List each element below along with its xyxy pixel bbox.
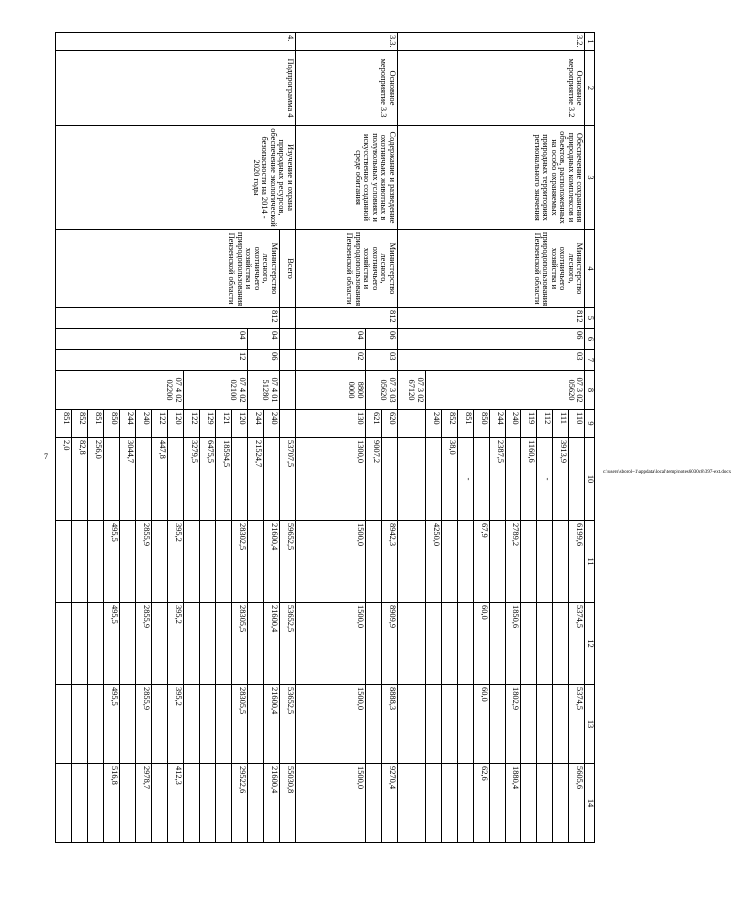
value-col11: 395,2 <box>167 521 183 603</box>
code-expense-type: 244 <box>119 410 135 438</box>
value-col11 <box>88 521 104 603</box>
value-col11 <box>72 521 88 603</box>
value-col12 <box>247 603 263 685</box>
code-section: 06 <box>397 329 585 350</box>
value-col13: 21600,4 <box>263 685 279 764</box>
value-col13 <box>151 685 167 764</box>
value-col10: 2,0 <box>56 438 72 521</box>
header-cell: 13 <box>585 685 595 764</box>
value-col10 <box>569 438 585 521</box>
value-col12 <box>199 603 215 685</box>
value-col14: 9270,4 <box>381 764 397 843</box>
value-col12: 495,5 <box>104 603 120 685</box>
value-col10: 256,0 <box>88 438 104 521</box>
code-expense-type: 240 <box>263 410 279 438</box>
empty-cell <box>397 410 425 438</box>
value-col12: 395,2 <box>167 603 183 685</box>
header-cell: 2 <box>585 51 595 126</box>
value-col14 <box>521 764 537 843</box>
value-col10: - <box>537 438 553 521</box>
empty-cell <box>279 350 295 371</box>
code-expense-type: 620 <box>381 410 397 438</box>
value-col10: 9007,2 <box>365 438 381 521</box>
value-col14: 21600,4 <box>263 764 279 843</box>
value-col14: 55030,8 <box>279 764 295 843</box>
code-expense-type: 244 <box>489 410 505 438</box>
header-cell: 3 <box>585 126 595 230</box>
code-expense-type: 119 <box>521 410 537 438</box>
value-col13 <box>72 685 88 764</box>
value-col11 <box>215 521 231 603</box>
code-expense-type: 621 <box>365 410 381 438</box>
header-cell: 8 <box>585 371 595 410</box>
empty-cell <box>397 603 425 685</box>
activity-description: Обеспечение сохранения природных комплексов и объектов, расположенных на особо охраняемых природных территориях регионального значения <box>397 126 585 230</box>
code-target: 07 3 02 05620 <box>425 371 585 410</box>
header-cell: 5 <box>585 308 595 329</box>
value-col10 <box>167 438 183 521</box>
code-target: 07 3 03 05620 <box>365 371 397 410</box>
value-col10: 3044,7 <box>119 438 135 521</box>
value-col10: 2387,5 <box>489 438 505 521</box>
value-col14 <box>425 764 441 843</box>
value-col14 <box>457 764 473 843</box>
value-col12 <box>553 603 569 685</box>
value-col13 <box>457 685 473 764</box>
header-cell: 1 <box>585 33 595 51</box>
footer-file-path: c:\users\sborol~1\appdata\local\temp\notes6030c8\397-ext.docx <box>603 470 731 475</box>
value-col11: 4250,0 <box>425 521 441 603</box>
value-col14: 29522,6 <box>231 764 247 843</box>
value-col12: 21600,4 <box>263 603 279 685</box>
value-col13 <box>489 685 505 764</box>
value-col10: 3279,5 <box>183 438 199 521</box>
code-subsection: 03 <box>365 350 397 371</box>
header-cell: 6 <box>585 329 595 350</box>
value-col13: 53652,5 <box>279 685 295 764</box>
activity-name: Основное мероприятие 3.3 <box>295 51 397 126</box>
code-section: 04 <box>295 329 365 350</box>
value-col14: 5605,6 <box>569 764 585 843</box>
header-cell: 7 <box>585 350 595 371</box>
value-col11 <box>457 521 473 603</box>
value-col11 <box>489 521 505 603</box>
value-col11 <box>247 521 263 603</box>
code-expense-type: 130 <box>295 410 365 438</box>
value-col11: 59652,5 <box>279 521 295 603</box>
value-col12 <box>537 603 553 685</box>
code-section: 06 <box>365 329 397 350</box>
code-target: 07 4 01 51280 <box>247 371 279 410</box>
value-col10: 1160,6 <box>521 438 537 521</box>
value-col14 <box>56 764 72 843</box>
value-col12: 5374,5 <box>569 603 585 685</box>
code-expense-type: 852 <box>72 410 88 438</box>
value-col12: 60,0 <box>473 603 489 685</box>
empty-cell <box>397 521 425 603</box>
value-col13 <box>247 685 263 764</box>
value-col10 <box>381 438 397 521</box>
value-col13 <box>425 685 441 764</box>
code-expense-type: 240 <box>505 410 521 438</box>
row-number: 3.2. <box>397 33 585 51</box>
value-col10 <box>135 438 151 521</box>
value-col11: 2789,2 <box>505 521 521 603</box>
code-target: 8800 0000 <box>295 371 365 410</box>
value-col10: 53707,5 <box>279 438 295 521</box>
header-cell: 12 <box>585 603 595 685</box>
value-col12 <box>72 603 88 685</box>
empty-cell <box>397 438 425 521</box>
value-col12 <box>441 603 457 685</box>
value-col14 <box>215 764 231 843</box>
code-expense-type: 120 <box>167 410 183 438</box>
value-col11 <box>365 521 381 603</box>
value-col14 <box>553 764 569 843</box>
value-col12 <box>457 603 473 685</box>
value-col10: 1300,0 <box>295 438 365 521</box>
value-col11 <box>441 521 457 603</box>
value-col13: 5374,5 <box>569 685 585 764</box>
value-col10 <box>231 438 247 521</box>
rotated-table-container <box>55 32 595 842</box>
value-col14: 412,3 <box>167 764 183 843</box>
value-col13: 60,0 <box>473 685 489 764</box>
header-row <box>585 33 595 843</box>
value-col11 <box>553 521 569 603</box>
value-col13 <box>521 685 537 764</box>
row-number: 4. <box>56 33 296 51</box>
row-4 <box>279 33 295 843</box>
code-expense-type: 240 <box>425 410 441 438</box>
value-col12 <box>88 603 104 685</box>
code-subsection: 03 <box>397 350 585 371</box>
value-col13 <box>553 685 569 764</box>
code-ministry: 812 <box>397 308 585 329</box>
code-expense-type: 122 <box>151 410 167 438</box>
value-col10: 6475,5 <box>199 438 215 521</box>
value-col13: 1802,9 <box>505 685 521 764</box>
empty-cell <box>279 329 295 350</box>
value-col11 <box>119 521 135 603</box>
value-col11: 2855,9 <box>135 521 151 603</box>
row-number: 3.3. <box>295 33 397 51</box>
code-ministry: 812 <box>295 308 397 329</box>
value-col11: 1500,0 <box>295 521 365 603</box>
value-col13: 2855,9 <box>135 685 151 764</box>
value-col11 <box>537 521 553 603</box>
value-col14 <box>72 764 88 843</box>
value-col10: 3913,9 <box>553 438 569 521</box>
value-col12 <box>151 603 167 685</box>
value-col14 <box>151 764 167 843</box>
value-col14 <box>199 764 215 843</box>
header-cell: 14 <box>585 764 595 843</box>
value-col10 <box>505 438 521 521</box>
value-col11 <box>151 521 167 603</box>
empty-cell <box>397 764 425 843</box>
code-expense-type: 129 <box>199 410 215 438</box>
code-expense-type: 122 <box>183 410 199 438</box>
value-col11: 28302,5 <box>231 521 247 603</box>
code-subsection: 02 <box>295 350 365 371</box>
value-col13 <box>365 685 381 764</box>
value-col11: 67,9 <box>473 521 489 603</box>
header-cell: 4 <box>585 230 595 308</box>
value-col10 <box>473 438 489 521</box>
value-col11 <box>199 521 215 603</box>
value-col13: 395,2 <box>167 685 183 764</box>
value-col14 <box>441 764 457 843</box>
activity-description: Содержание и разведение охотничьих животных в полувольных условиях и искусственно созданной среде обитания <box>295 126 397 230</box>
value-col10 <box>104 438 120 521</box>
value-col10: 447,8 <box>151 438 167 521</box>
value-col11 <box>521 521 537 603</box>
value-col11: 6199,6 <box>569 521 585 603</box>
row-3-2 <box>569 33 585 843</box>
activity-name: Основное мероприятие 3.2 <box>397 51 585 126</box>
code-expense-type: 244 <box>247 410 263 438</box>
value-col13: 28305,5 <box>231 685 247 764</box>
code-expense-type: 850 <box>473 410 489 438</box>
value-col12: 53652,5 <box>279 603 295 685</box>
value-col10: 21524,7 <box>247 438 263 521</box>
subprogram-description: Изучение и охрана природных ресурсов, обеспечение экологической безопасности на 2014 - 2020 годы <box>56 126 296 230</box>
value-col12 <box>215 603 231 685</box>
executor-total: Всего <box>279 230 295 308</box>
code-expense-type: 120 <box>231 410 247 438</box>
value-col11: 8942,3 <box>381 521 397 603</box>
value-col14: 2978,7 <box>135 764 151 843</box>
value-col13 <box>537 685 553 764</box>
table-body <box>56 33 595 843</box>
value-col10: 18594,5 <box>215 438 231 521</box>
executor: Министерство лесного, охотничьего хозяйства и природопользования Пензенской области <box>295 230 397 308</box>
value-col12: 1500,0 <box>295 603 365 685</box>
code-section: 04 <box>56 329 248 350</box>
value-col12 <box>56 603 72 685</box>
code-expense-type <box>279 410 295 438</box>
value-col12 <box>489 603 505 685</box>
code-expense-type: 852 <box>441 410 457 438</box>
value-col14 <box>247 764 263 843</box>
code-subsection: 06 <box>247 350 279 371</box>
empty-cell <box>279 371 295 410</box>
value-col13: 495,5 <box>104 685 120 764</box>
value-col14 <box>119 764 135 843</box>
header-cell: 9 <box>585 410 595 438</box>
value-col13 <box>119 685 135 764</box>
code-expense-type: 240 <box>135 410 151 438</box>
value-col10 <box>425 438 441 521</box>
value-col11: 495,5 <box>104 521 120 603</box>
value-col13 <box>56 685 72 764</box>
subprogram-name: Подпрограмма 4 <box>56 51 296 126</box>
code-subsection: 12 <box>56 350 248 371</box>
value-col14: 1500,0 <box>295 764 365 843</box>
value-col14: 516,8 <box>104 764 120 843</box>
page-number: 7 <box>44 452 48 461</box>
budget-table <box>55 32 595 843</box>
value-col13 <box>88 685 104 764</box>
value-col14 <box>537 764 553 843</box>
value-col11 <box>183 521 199 603</box>
value-col10: 38,0 <box>441 438 457 521</box>
value-col13 <box>215 685 231 764</box>
value-col12: 8909,9 <box>381 603 397 685</box>
value-col13 <box>199 685 215 764</box>
header-cell: 10 <box>585 438 595 521</box>
value-col14: 62,6 <box>473 764 489 843</box>
code-ministry: 812 <box>56 308 280 329</box>
value-col13: 1500,0 <box>295 685 365 764</box>
value-col14 <box>365 764 381 843</box>
value-col12 <box>365 603 381 685</box>
code-expense-type: 121 <box>215 410 231 438</box>
value-col10: 82,8 <box>72 438 88 521</box>
code-target: 07 4 02 02100 <box>183 371 247 410</box>
value-col11 <box>56 521 72 603</box>
value-col12 <box>425 603 441 685</box>
value-col13: 8888,3 <box>381 685 397 764</box>
value-col12 <box>521 603 537 685</box>
executor: Министерство лесного, охотничьего хозяйства и природопользования Пензенской области <box>397 230 585 308</box>
value-col10 <box>263 438 279 521</box>
code-target: 07 3 02 67120 <box>397 371 425 410</box>
value-col11: 21600,4 <box>263 521 279 603</box>
value-col12 <box>119 603 135 685</box>
value-col14 <box>489 764 505 843</box>
row-3-3 <box>381 33 397 843</box>
value-col14 <box>183 764 199 843</box>
value-col12: 2855,9 <box>135 603 151 685</box>
value-col12: 28305,5 <box>231 603 247 685</box>
value-col10: - <box>457 438 473 521</box>
value-col12 <box>183 603 199 685</box>
code-expense-type: 850 <box>104 410 120 438</box>
code-section: 04 <box>247 329 279 350</box>
value-col14 <box>88 764 104 843</box>
header-cell: 11 <box>585 521 595 603</box>
code-target: 07 4 02 02200 <box>56 371 184 410</box>
code-expense-type: 112 <box>537 410 553 438</box>
code-expense-type: 110 <box>569 410 585 438</box>
value-col12: 1850,6 <box>505 603 521 685</box>
empty-cell <box>397 685 425 764</box>
code-expense-type: 851 <box>457 410 473 438</box>
value-col13 <box>441 685 457 764</box>
value-col14: 1880,4 <box>505 764 521 843</box>
executor: Министерство лесного, охотничьего хозяйства и природопользования Пензенской области <box>56 230 280 308</box>
value-col13 <box>183 685 199 764</box>
code-expense-type: 851 <box>56 410 72 438</box>
code-expense-type: 111 <box>553 410 569 438</box>
empty-cell <box>279 308 295 329</box>
code-expense-type: 851 <box>88 410 104 438</box>
